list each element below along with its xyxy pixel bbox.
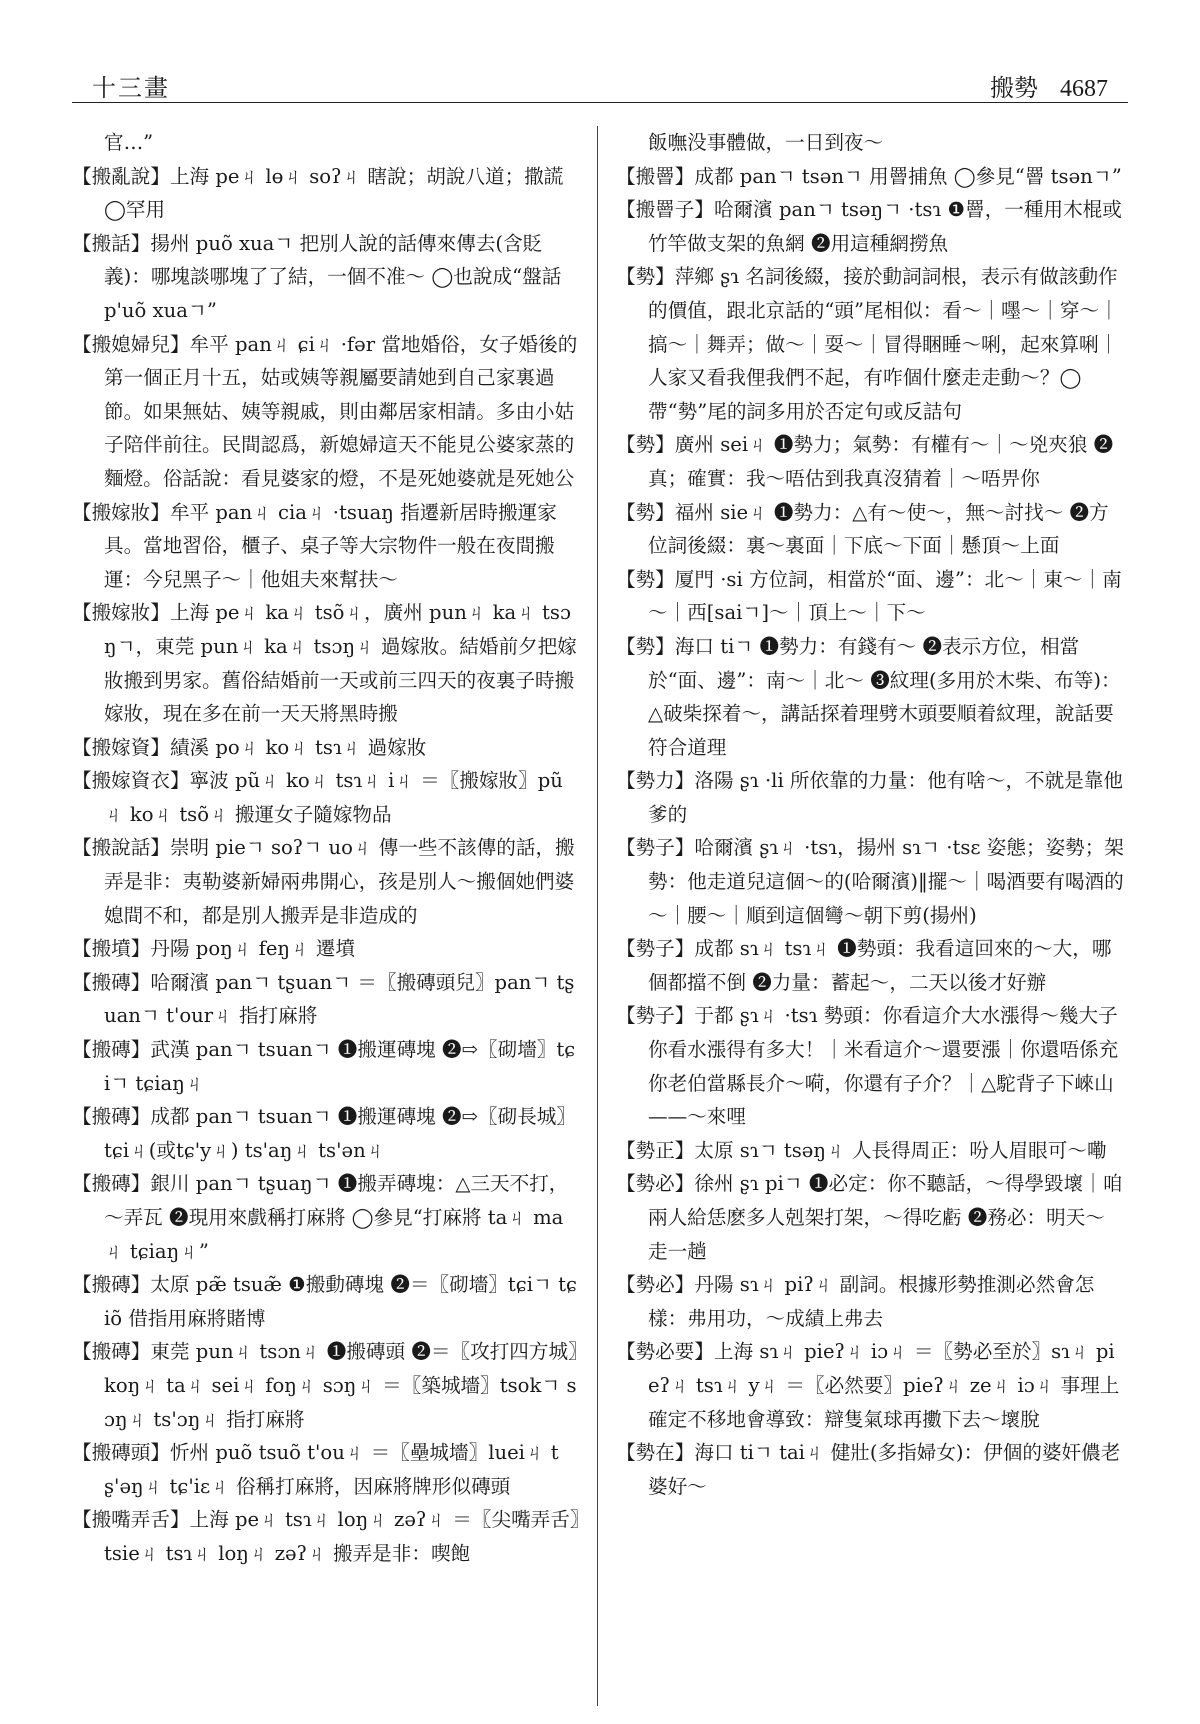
dictionary-entry: 【搬磚】東莞 punㄐ tsɔnㄐ ❶搬磚頭 ❷＝〖攻打四方城〗koŋㄐ taㄐ seiㄐ foŋㄐ sɔŋㄐ ＝〖築城墻〗tsokㄱ sɔŋㄐ ts'ɔŋㄐ 指打麻將 (72, 1340, 578, 1431)
dictionary-entry: 【搬嫁資】績溪 poㄐ koㄐ tsɿㄐ 過嫁妝 (72, 735, 427, 759)
dictionary-entry: 飯嘸没事體做，一日到夜～ (648, 131, 884, 154)
dictionary-entry: 【搬亂說】上海 peㄐ lөㄐ soʔㄐ 瞎說；胡說八道；撒謊 ◯罕用 (72, 164, 564, 222)
dictionary-entry: 【勢在】海口 tiㄱ taiㄐ 健壯(多指婦女)：伊個的婆奸儂老婆好～ (616, 1441, 1121, 1498)
dictionary-entry: 【勢必】丹陽 sɿㄐ piʔㄐ 副詞。根據形勢推測必然會怎樣：弗用功，～成績上弗去 (616, 1273, 1095, 1330)
dictionary-entry: 【勢子】成都 sɿㄐ tsɿㄐ ❶勢頭：我看這回來的～大，哪個都擋不倒 ❷力量：蓄起～，二天以後才好辦 (616, 937, 1112, 994)
dictionary-entry: 【勢正】太原 sɿㄱ tsəŋㄐ 人長得周正：吩人眉眼可～嘞 (616, 1138, 1107, 1162)
dictionary-entry: 【搬墳】丹陽 poŋㄐ feŋㄐ 遷墳 (72, 937, 356, 961)
column-divider (597, 126, 598, 1706)
dictionary-entry: 【搬磚】成都 panㄱ tsuanㄱ ❶搬運磚塊 ❷⇨〖砌長城〗tɕiㄐ(或tɕ'yㄐ) ts'aŋㄐ ts'ənㄐ (72, 1105, 576, 1162)
dictionary-entry: 【勢必】徐州 ʂɿ piㄱ ❶必定：你不聽話，～得學毀壞｜咱兩人給恁麽多人剋架打架，～得吃虧 ❷務必：明天～走一趟 (616, 1172, 1123, 1263)
page-number: 4687 (1060, 76, 1108, 102)
dictionary-entry: 【勢子】哈爾濱 ʂɿㄐ ·tsɿ，揚州 sɿㄱ ·tsɛ 姿態；姿勢；架勢：他走道兒這個～的(哈爾濱)‖擺～｜喝酒要有喝酒的～｜腰～｜順到這個彎～朝下剪(揚州) (616, 836, 1124, 927)
running-head (990, 68, 1108, 103)
dictionary-entry: 【搬媳婦兒】牟平 panㄐ ɕiㄐ ·fər 當地婚俗，女子婚後的第一個正月十五，姑或姨等親屬要請她到自己家裏過節。如果無姑、姨等親戚，則由鄰居家相請。多由小姑子陪伴前往。民間認爲，新媳婦這天不能見公婆家蒸的麵燈。俗話說：看見婆家的燈，不是死她婆就是死她公 (72, 332, 578, 490)
dictionary-entry: 【勢】萍鄉 ʂɿ 名詞後綴，接於動詞詞根，表示有做該動作的價值，跟北京話的“頭”尾相似：看～｜嚜～｜穿～｜搞～｜舞弄；做～｜耍～｜冒得睏睡～唎，起來算唎｜人家又看我俚我們不起，有咋個什麼走走動～？◯帶“勢”尾的詞多用於否定句或反詰句 (616, 265, 1119, 423)
dictionary-entry: 【勢子】于都 ʂɿㄐ ·tsɿ 勢頭：你看這介大水漲得～幾大子你看水漲得有多大！｜米看這介～還要漲｜你還唔係充你老伯當縣長介～嗬，你還有子介？｜△駝背子下崍山——～來哩 (616, 1004, 1119, 1129)
running-head-title: 搬勢 (990, 74, 1038, 102)
dictionary-entry: 【勢】厦門 ·si 方位詞，相當於“面、邊”：北～｜東～｜南～｜西[saiㄱ]～｜頂上～｜下～ (616, 567, 1122, 625)
dictionary-entry: 官…” (104, 131, 154, 154)
dictionary-entry: 【搬磚】太原 pæ̃ tsuæ̃ ❶搬動磚塊 ❷＝〖砌墻〗tɕiㄱ tɕiõ 借指用麻將賭博 (72, 1273, 578, 1330)
dictionary-entry: 【搬嫁資衣】寧波 pũㄐ koㄐ tsɿㄐ iㄐ ＝〖搬嫁妝〗pũㄐ koㄐ tsõㄐ 搬運女子隨嫁物品 (72, 769, 563, 826)
dictionary-entry: 【搬嘴弄舌】上海 peㄐ tsɿㄐ loŋㄐ zəʔㄐ ＝〖尖嘴弄舌〗tsieㄐ tsɿㄐ loŋㄐ zəʔㄐ 搬弄是非：喫飽 (72, 1508, 580, 1565)
dictionary-entry: 【搬嫁妝】牟平 panㄐ ciaㄐ ·tsuaŋ 指遷新居時搬運家具。當地習俗，櫃子、桌子等大宗物件一般在夜間搬運：今兒黑子～｜他姐夫來幫扶～ (72, 500, 557, 591)
section-title: 十三畫 (92, 74, 170, 102)
page-header (72, 58, 1128, 103)
right-column (616, 126, 1124, 1706)
dictionary-entry: 【勢必要】上海 sɿㄐ pieʔㄐ iɔㄐ ＝〖勢必至於〗sɿㄐ pieʔㄐ tsɿㄐ yㄐ ＝〖必然要〗pieʔㄐ zeㄐ iɔㄐ 事理上確定不移地會導致：辯隻氣球再擻下去～壞脫 (616, 1340, 1120, 1431)
dictionary-entry: 【搬罾】成都 panㄱ tsənㄱ 用罾捕魚 ◯參見“罾 tsənㄱ” (616, 164, 1122, 188)
dictionary-entry: 【搬嫁妝】上海 peㄐ kaㄐ tsõㄐ，廣州 punㄐ kaㄐ tsɔŋㄱ，東莞 punㄐ kaㄐ tsɔŋㄐ 過嫁妝。結婚前夕把嫁妝搬到男家。舊俗結婚前一天或前三四天的夜裏子時搬嫁妝，現在多在前一天天將黑時搬 (72, 601, 577, 726)
dictionary-entry: 【勢力】洛陽 ʂɿ ·li 所依靠的力量：他有啥～，不就是靠他爹的 (616, 769, 1124, 826)
dictionary-entry: 【搬話】揚州 puõ xuaㄱ 把別人說的話傳來傳去(含貶義)：哪塊談哪塊了了結，一個不准～ ◯也說成“盤話 p'uõ xuaㄱ” (72, 231, 562, 322)
dictionary-entry: 【勢】廣州 seiㄐ ❶勢力；氣勢：有權有～｜～兇夾狼 ❷真；確實：我～唔估到我真沒猜着｜～唔畀你 (616, 433, 1114, 490)
left-column (72, 126, 580, 1706)
dictionary-entry: 【搬說話】崇明 pieㄱ soʔㄱ uoㄐ 傳一些不該傳的話，搬弄是非：夷勒婆新婦兩弗開心，孩是別人～搬個她們婆媳間不和，都是別人搬弄是非造成的 (72, 836, 575, 927)
dictionary-entry: 【搬磚】銀川 panㄱ tʂuaŋㄱ ❶搬弄磚塊：△三天不打，～弄瓦 ❷現用來戲稱打麻將 ◯參見“打麻將 taㄐ maㄐ tɕiaŋㄐ” (72, 1172, 569, 1263)
dictionary-entry: 【搬磚頭】忻州 puõ tsuõ t'ouㄐ ＝〖壘城墻〗lueiㄐ tʂ'əŋㄐ tɕ'iɛㄐ 俗稱打麻將，因麻將牌形似磚頭 (72, 1441, 559, 1498)
dictionary-entry: 【搬磚】武漢 panㄱ tsuanㄱ ❶搬運磚塊 ❷⇨〖砌墻〗tɕiㄱ tɕiaŋㄐ (72, 1038, 576, 1095)
dictionary-entry: 【搬磚】哈爾濱 panㄱ tʂuanㄱ ＝〖搬磚頭兒〗panㄱ tʂuanㄱ t'ourㄐ 指打麻將 (72, 970, 575, 1028)
dictionary-entry: 【勢】海口 tiㄱ ❶勢力：有錢有～ ❷表示方位，相當於“面、邊”：南～｜北～ ❸紋理(多用於木柴、布等)：△破柴探着～，講話探着理劈木頭要順着紋理，說話要符合道理 (616, 634, 1121, 759)
dictionary-entry: 【勢】福州 sieㄐ ❶勢力：△有～使～，無～討找～ ❷方位詞後綴：裏～裏面｜下底～下面｜懸頂～上面 (616, 500, 1109, 558)
dictionary-entry: 【搬罾子】哈爾濱 panㄱ tsəŋㄱ ·tsɿ ❶罾，一種用木棍或竹竿做支架的魚網 ❷用這種網撈魚 (616, 198, 1122, 255)
